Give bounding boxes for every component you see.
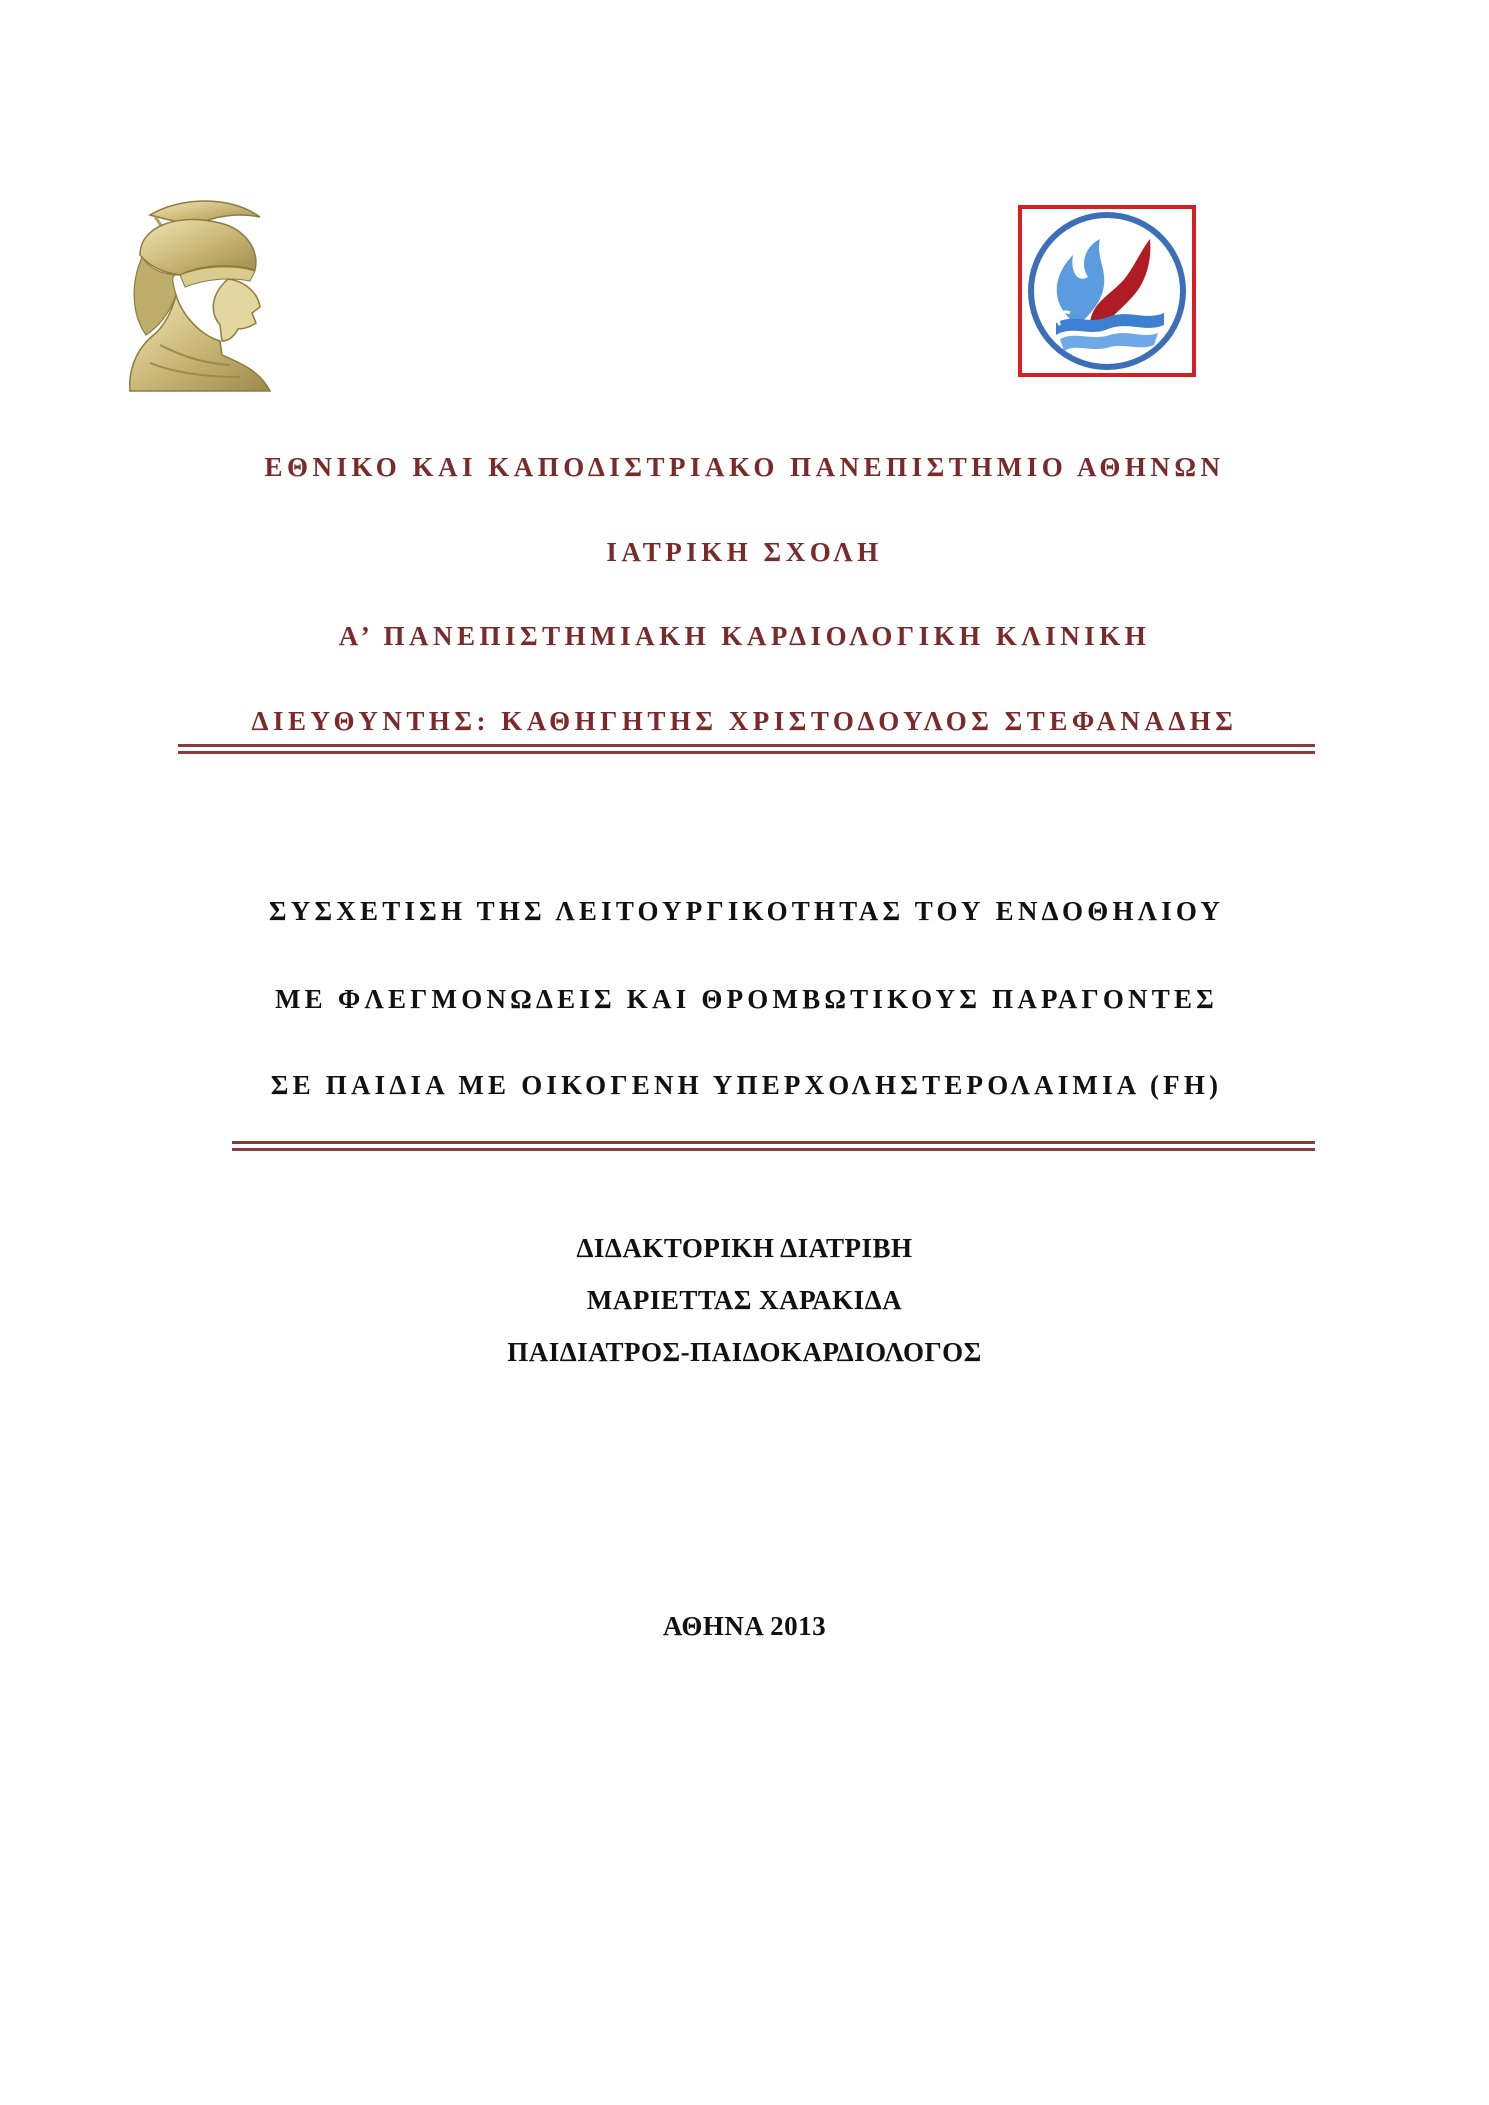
athena-emblem-icon — [110, 195, 280, 395]
school-name: ΙΑΤΡΙΚΗ ΣΧΟΛΗ — [606, 537, 883, 567]
header-rule-bottom — [178, 751, 1315, 754]
header-rule-top — [178, 744, 1315, 747]
thesis-title-line-1: ΣΥΣΧΕΤΙΣΗ ΤΗΣ ΛΕΙΤΟΥΡΓΙΚΟΤΗΤΑΣ ΤΟΥ ΕΝΔΟΘΗΛΙΟΥ — [268, 896, 1225, 926]
title-rule-bottom — [232, 1148, 1315, 1151]
title-rule-top — [232, 1141, 1315, 1144]
thesis-title-line-3: ΣΕ ΠΑΙΔΙΑ ΜΕ ΟΙΚΟΓΕΝΗ ΥΠΕΡΧΟΛΗΣΤΕΡΟΛΑΙΜΙΑ (FH) — [270, 1070, 1223, 1100]
thesis-type: ΔΙΔΑΚΤΟΡΙΚΗ ΔΙΑΤΡΙΒΗ — [576, 1233, 913, 1263]
university-name: ΕΘΝΙΚΟ ΚΑΙ ΚΑΠΟΔΙΣΤΡΙΑΚΟ ΠΑΝΕΠΙΣΤΗΜΙΟ ΑΘΗΝΩΝ — [264, 452, 1225, 482]
thesis-title-line-2: ΜΕ ΦΛΕΓΜΟΝΩΔΕΙΣ ΚΑΙ ΘΡΟΜΒΩΤΙΚΟΥΣ ΠΑΡΑΓΟΝΤΕΣ — [274, 984, 1219, 1014]
director-line: ΔΙΕΥΘΥΝΤΗΣ: ΚΑΘΗΓΗΤΗΣ ΧΡΙΣΤΟΔΟΥΛΟΣ ΣΤΕΦΑΝΑΔΗΣ — [251, 706, 1238, 736]
clinic-flame-emblem-icon — [1018, 205, 1196, 377]
author-specialty: ΠΑΙΔΙΑΤΡΟΣ-ΠΑΙΔΟΚΑΡΔΙΟΛΟΓΟΣ — [507, 1337, 982, 1367]
author-name: ΜΑΡΙΕΤΤΑΣ ΧΑΡΑΚΙΔΑ — [586, 1285, 903, 1315]
clinic-name: Α’ ΠΑΝΕΠΙΣΤΗΜΙΑΚΗ ΚΑΡΔΙΟΛΟΓΙΚΗ ΚΛΙΝΙΚΗ — [338, 621, 1151, 651]
place-year: ΑΘΗΝΑ 2013 — [662, 1611, 827, 1641]
